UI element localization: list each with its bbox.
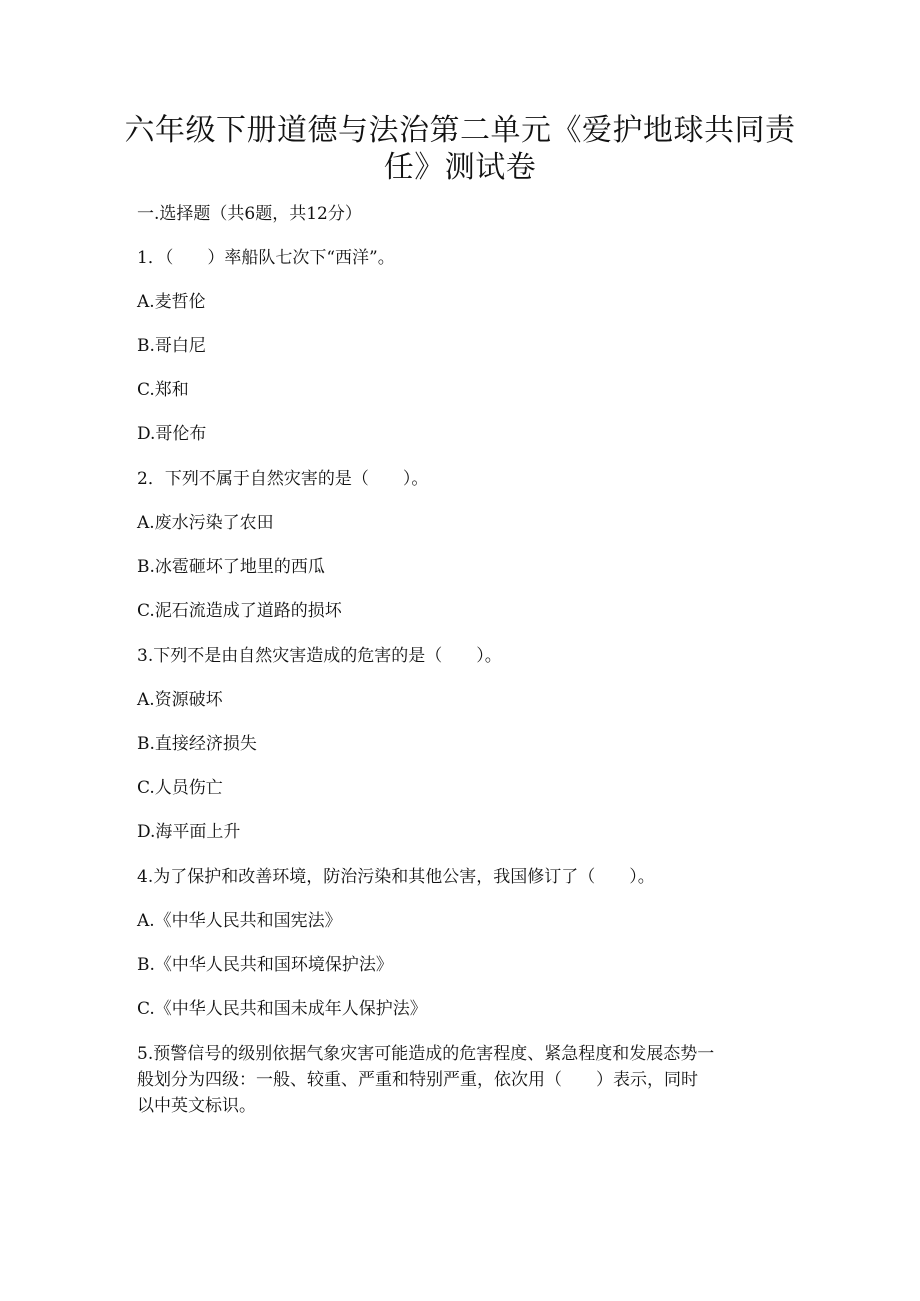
question-3-option-a: A.资源破坏 — [137, 690, 223, 710]
question-3-stem: 3.下列不是由自然灾害造成的危害的是（ ）。 — [137, 646, 502, 666]
question-2-option-a: A.废水污染了农田 — [137, 513, 274, 533]
question-1-option-d: D.哥伦布 — [137, 424, 207, 444]
question-1-option-b: B.哥白尼 — [137, 336, 206, 356]
question-5-stem — [137, 1041, 777, 1119]
question-1-option-c: C.郑和 — [137, 380, 189, 400]
question-4-stem: 4.为了保护和改善环境，防治污染和其他公害，我国修订了（ ）。 — [137, 867, 655, 887]
question-1-option-a: A.麦哲伦 — [137, 292, 206, 312]
question-1-stem: 1．（ ）率船队七次下“西洋”。 — [137, 248, 395, 268]
question-2-option-c: C.泥石流造成了道路的损坏 — [137, 601, 342, 621]
question-2-option-b: B.冰雹砸坏了地里的西瓜 — [137, 557, 325, 577]
question-5-line-3: 以中英文标识。 — [137, 1096, 256, 1116]
question-2-stem: 2．下列不属于自然灾害的是（ ）。 — [137, 469, 429, 489]
question-5-line-1: 5.预警信号的级别依据气象灾害可能造成的危害程度、紧急程度和发展态势一 — [137, 1044, 715, 1064]
question-3-option-b: B.直接经济损失 — [137, 734, 257, 754]
title-line-1: 六年级下册道德与法治第二单元《爱护地球共同责 — [124, 113, 796, 148]
question-3-option-d: D.海平面上升 — [137, 822, 241, 842]
question-3-option-c: C.人员伤亡 — [137, 778, 223, 798]
question-4-option-c: C.《中华人民共和国未成年人保护法》 — [137, 999, 427, 1019]
page-title — [100, 112, 820, 186]
question-4-option-b: B.《中华人民共和国环境保护法》 — [137, 955, 393, 975]
title-line-2: 任》测试卷 — [383, 150, 537, 185]
section-heading: 一.选择题（共6题，共12分） — [137, 204, 362, 224]
question-5-line-2: 般划分为四级：一般、较重、严重和特别严重，依次用（ ）表示，同时 — [137, 1070, 698, 1090]
question-4-option-a: A.《中华人民共和国宪法》 — [137, 911, 342, 931]
